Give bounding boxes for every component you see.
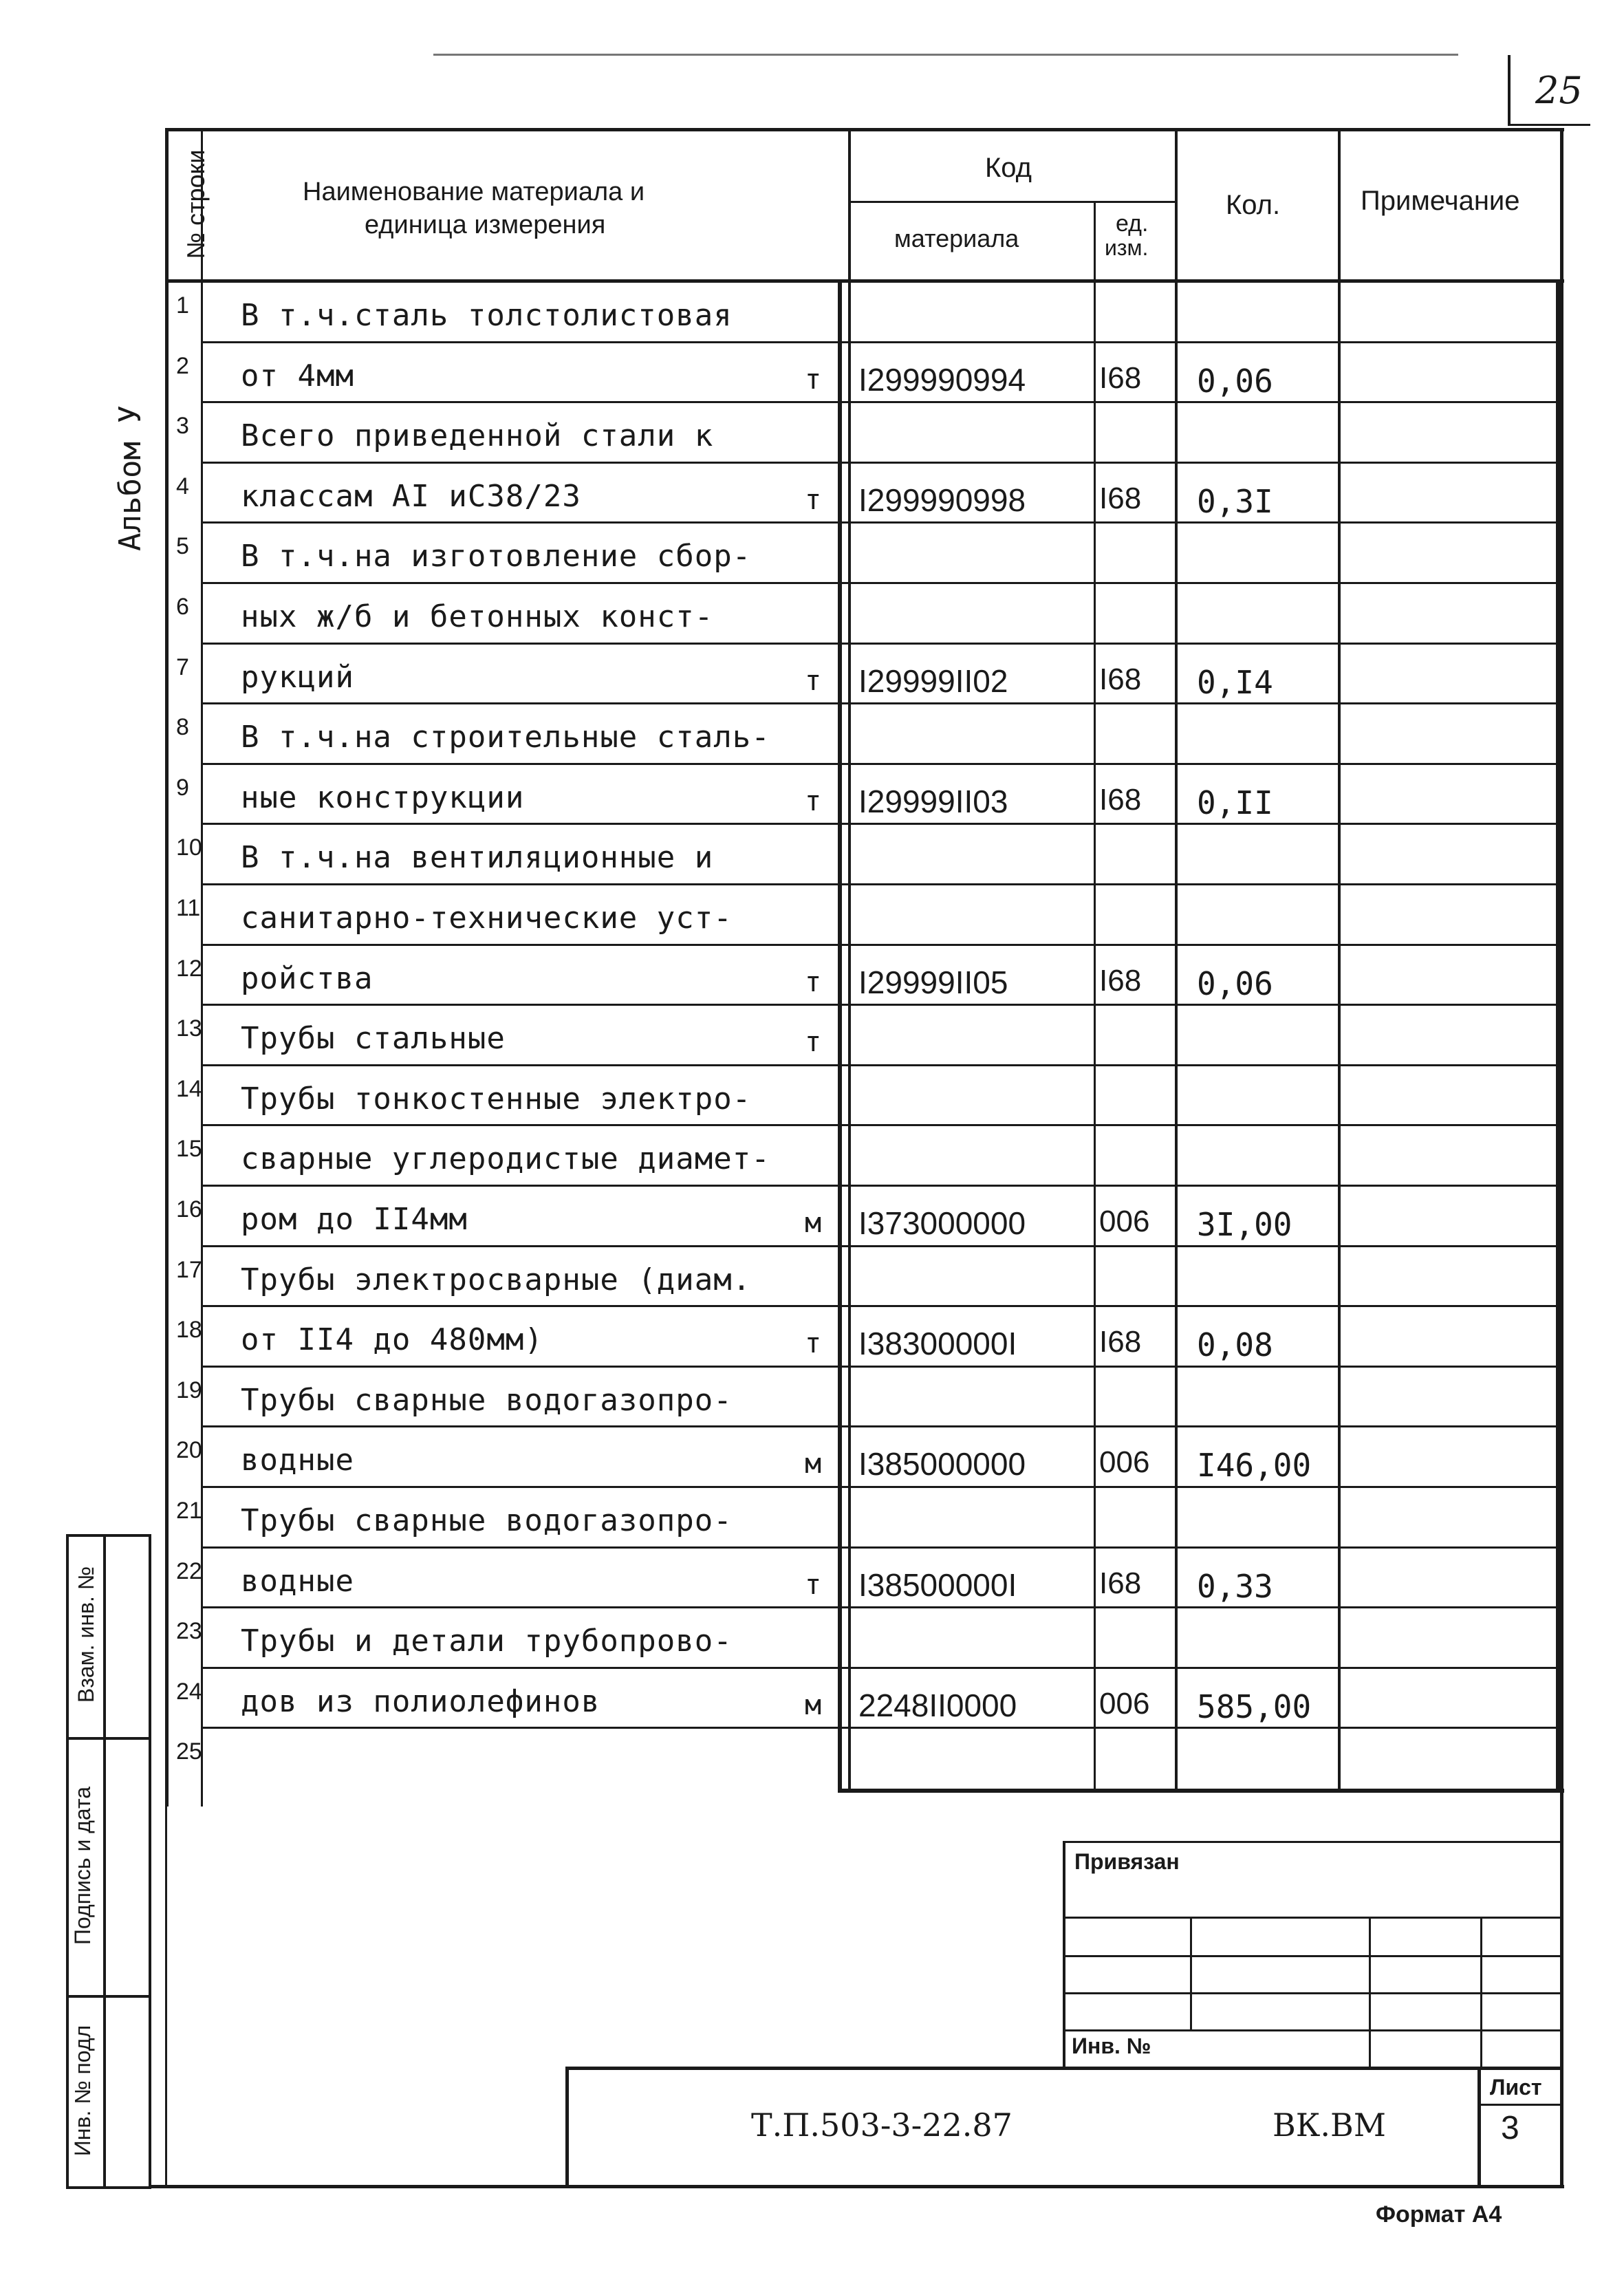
row-number: 13 <box>176 1015 202 1042</box>
material-code: I38500000I <box>858 1566 1017 1603</box>
row-number: 17 <box>176 1256 202 1283</box>
stamp-podpis-data: Подпись и дата <box>70 1786 95 1945</box>
header-code: Код <box>985 153 1032 183</box>
material-name: Трубы сварные водогазопро- <box>241 1503 733 1538</box>
unit: т <box>805 1568 822 1601</box>
privyazan-label: Привязан <box>1074 1849 1180 1874</box>
quantity: 0,06 <box>1197 964 1273 1002</box>
material-name: дов из полиолефинов <box>241 1683 600 1719</box>
unit-code: 006 <box>1099 1205 1150 1238</box>
quantity: I46,00 <box>1197 1447 1312 1485</box>
material-name: Всего приведенной стали к <box>241 418 714 454</box>
header-unit-line1: ед. <box>1116 211 1149 237</box>
unit: т <box>805 966 822 998</box>
row-number: 9 <box>176 774 189 801</box>
row-number: 1 <box>176 292 189 319</box>
row-number: 6 <box>176 594 189 620</box>
quantity: 0,II <box>1197 784 1273 821</box>
material-code: I299990998 <box>858 482 1026 518</box>
material-code: I38300000I <box>858 1326 1017 1362</box>
unit-code: I68 <box>1099 1566 1142 1600</box>
unit: т <box>805 785 822 817</box>
sheet-number: 3 <box>1501 2110 1519 2146</box>
row-number: 22 <box>176 1557 202 1584</box>
material-code: I373000000 <box>858 1205 1026 1241</box>
row-number: 15 <box>176 1136 202 1163</box>
document-code: Т.П.503-3-22.87 <box>751 2106 1013 2144</box>
unit: м <box>805 1689 822 1721</box>
material-name: Трубы электросварные (диам. <box>241 1262 752 1297</box>
material-name: В т.ч.сталь толстолистовая <box>241 298 733 333</box>
unit: т <box>805 1026 822 1059</box>
row-number: 21 <box>176 1498 202 1524</box>
row-number: 16 <box>176 1196 202 1222</box>
material-name: В т.ч.на вентиляционные и <box>241 840 714 876</box>
material-name: ных ж/б и бетонных конст- <box>241 599 714 634</box>
header-qty: Кол. <box>1226 190 1281 220</box>
material-name: В т.ч.на строительные сталь- <box>241 720 770 755</box>
unit-code: I68 <box>1099 662 1142 696</box>
material-name: водные <box>241 1563 354 1599</box>
quantity: 3I,00 <box>1197 1206 1292 1243</box>
material-code: I29999II03 <box>858 783 1008 819</box>
inv-no-label: Инв. № <box>1072 2034 1151 2058</box>
material-name: Трубы и детали трубопрово- <box>241 1624 733 1659</box>
material-name: Трубы тонкостенные электро- <box>241 1081 752 1117</box>
material-name: рукций <box>241 659 354 695</box>
material-name: санитарно-технические уст- <box>241 901 733 936</box>
row-number: 14 <box>176 1075 202 1102</box>
header-row-number: № строки <box>182 149 210 259</box>
material-name: В т.ч.на изготовление сбор- <box>241 539 752 574</box>
material-name: ройства <box>241 960 373 996</box>
row-number: 4 <box>176 473 189 499</box>
unit: т <box>805 363 822 396</box>
unit: т <box>805 1328 822 1360</box>
row-number: 23 <box>176 1618 202 1645</box>
header-unit-line2: изм. <box>1105 235 1149 260</box>
material-code: I385000000 <box>858 1446 1026 1482</box>
material-name: от 4мм <box>241 358 354 393</box>
stamp-vzam-inv: Взам. инв. № <box>74 1566 98 1703</box>
sheet-label: Лист <box>1490 2075 1542 2100</box>
material-code: 2248II0000 <box>858 1687 1017 1723</box>
row-number: 11 <box>176 895 201 921</box>
header-material: материала <box>894 224 1019 252</box>
unit-code: I68 <box>1099 481 1142 515</box>
unit: т <box>805 665 822 697</box>
unit-code: 006 <box>1099 1686 1150 1721</box>
unit-code: 006 <box>1099 1445 1150 1480</box>
unit-code: I68 <box>1099 963 1142 998</box>
row-number: 12 <box>176 955 202 982</box>
header-note: Примечание <box>1361 186 1520 216</box>
material-code: I29999II02 <box>858 662 1008 699</box>
row-number: 18 <box>176 1317 202 1344</box>
material-name: от II4 до 480мм) <box>241 1322 543 1358</box>
row-number: 7 <box>176 654 189 680</box>
format-label: Формат А4 <box>1376 2201 1502 2228</box>
row-number: 24 <box>176 1678 202 1705</box>
row-number: 25 <box>176 1738 202 1765</box>
unit-code: I68 <box>1099 1325 1142 1359</box>
row-number: 19 <box>176 1377 202 1403</box>
unit: т <box>805 484 822 516</box>
material-name: Трубы стальные <box>241 1021 506 1057</box>
unit-code: I68 <box>1099 782 1142 817</box>
section-code: ВК.ВМ <box>1273 2106 1386 2144</box>
material-name: сварные углеродистые диамет- <box>241 1141 770 1177</box>
quantity: 585,00 <box>1197 1688 1312 1725</box>
quantity: 0,3I <box>1197 482 1273 520</box>
material-name: классам АI иС38/23 <box>241 478 581 514</box>
row-number: 20 <box>176 1437 202 1464</box>
material-code: I29999II05 <box>858 964 1008 1000</box>
quantity: 0,I4 <box>1197 663 1273 701</box>
row-number: 5 <box>176 533 189 560</box>
page-number: 25 <box>1535 69 1583 112</box>
material-name: водные <box>241 1443 354 1478</box>
header-name-line1: Наименование материала и <box>303 177 645 206</box>
row-number: 8 <box>176 714 189 741</box>
row-number: 2 <box>176 352 189 379</box>
unit: м <box>805 1207 822 1239</box>
material-name: ром до II4мм <box>241 1202 468 1237</box>
header-name-line2: единица измерения <box>365 211 606 239</box>
row-number: 3 <box>176 413 189 440</box>
quantity: 0,33 <box>1197 1567 1273 1605</box>
material-name: Трубы сварные водогазопро- <box>241 1382 733 1418</box>
quantity: 0,08 <box>1197 1326 1273 1364</box>
unit-code: I68 <box>1099 360 1142 395</box>
quantity: 0,06 <box>1197 362 1273 400</box>
unit: м <box>805 1448 822 1480</box>
row-number: 10 <box>176 834 202 861</box>
album-label: Альбом У <box>113 405 148 551</box>
material-code: I299990994 <box>858 361 1026 398</box>
material-name: ные конструкции <box>241 779 525 815</box>
stamp-inv-podl: Инв. № подл <box>70 2025 95 2157</box>
